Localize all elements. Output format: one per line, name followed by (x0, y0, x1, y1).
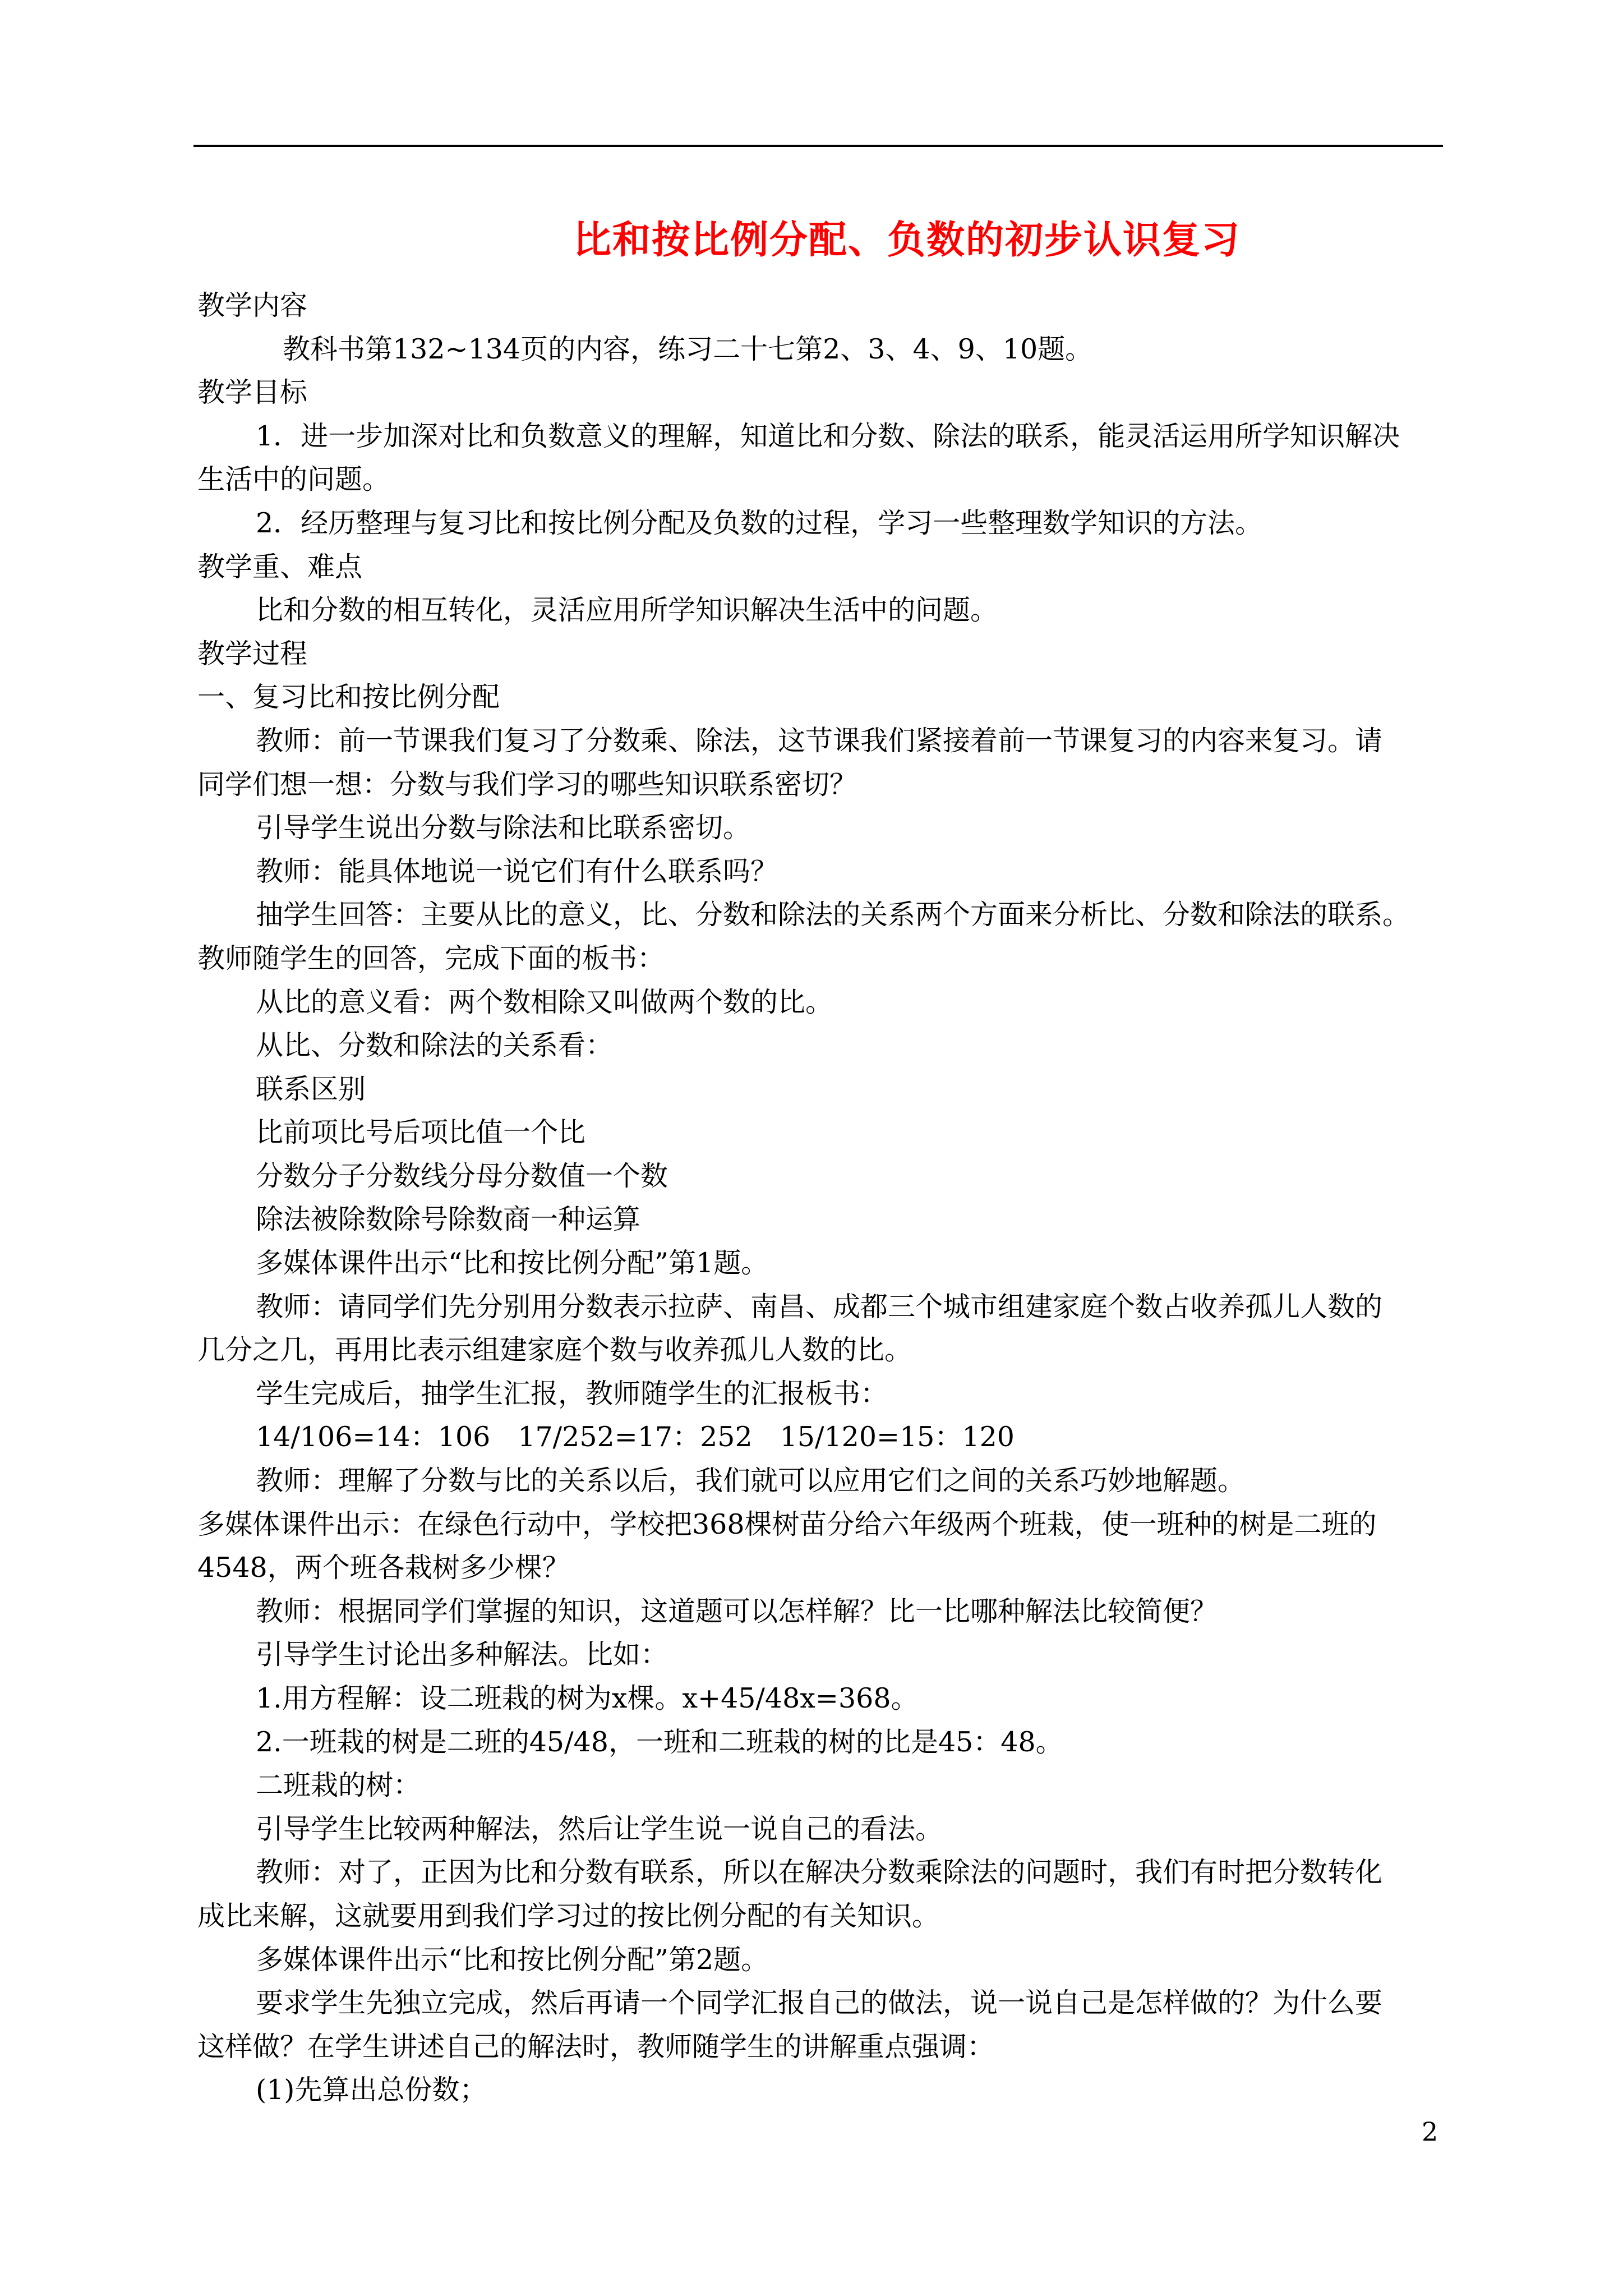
text-line: 教师：前一节课我们复习了分数乘、除法，这节课我们紧接着前一节课复习的内容来复习。请 (256, 724, 1383, 757)
text-line: 比前项比号后项比值一个比 (256, 1116, 586, 1149)
text-line: 引导学生讨论出多种解法。比如： (256, 1639, 668, 1671)
text-line: 1.用方程解：设二班栽的树为x棵。x+45/48x=368。 (256, 1682, 919, 1714)
text-line: 同学们想一想：分数与我们学习的哪些知识联系密切？ (197, 768, 857, 800)
text-line: 引导学生说出分数与除法和比联系密切。 (256, 812, 751, 844)
text-line: 教师：根据同学们掌握的知识，这道题可以怎样解？比一比哪种解法比较简便？ (256, 1595, 1218, 1627)
text-line: 几分之几，再用比表示组建家庭个数与收养孤儿人数的比。 (197, 1334, 912, 1366)
text-line: 教学过程 (197, 637, 308, 670)
text-line: 除法被除数除号除数商一种运算 (256, 1203, 641, 1236)
text-line: 学生完成后，抽学生汇报，教师随学生的汇报板书： (256, 1377, 888, 1410)
document-title: 比和按比例分配、负数的初步认识复习 (573, 218, 1241, 263)
text-line: 联系区别 (256, 1073, 366, 1105)
text-line: 教师：请同学们先分别用分数表示拉萨、南昌、成都三个城市组建家庭个数占收养孤儿人数的 (256, 1290, 1383, 1323)
text-line: 二班栽的树： (256, 1769, 421, 1802)
text-line: 引导学生比较两种解法，然后让学生说一说自己的看法。 (256, 1812, 943, 1845)
text-line: 分数分子分数线分母分数值一个数 (256, 1159, 668, 1192)
text-line: 一、复习比和按比例分配 (197, 681, 500, 714)
text-line: 抽学生回答：主要从比的意义，比、分数和除法的关系两个方面来分析比、分数和除法的联系。 (256, 899, 1410, 931)
text-line: 2.一班栽的树是二班的45/48，一班和二班栽的树的比是45：48。 (256, 1726, 1063, 1758)
text-line: 成比来解，这就要用到我们学习过的按比例分配的有关知识。 (197, 1899, 940, 1932)
text-line: 教学内容 (197, 289, 308, 321)
text-line: 比和分数的相互转化，灵活应用所学知识解决生活中的问题。 (256, 594, 998, 627)
text-line: 教科书第132~134页的内容，练习二十七第2、3、4、9、10题。 (283, 333, 1093, 365)
text-line: 教师：理解了分数与比的关系以后，我们就可以应用它们之间的关系巧妙地解题。 (256, 1465, 1246, 1497)
text-line: 14/106=14：106 17/252=17：252 15/120=15：120 (256, 1421, 1015, 1453)
text-line: 教师：对了，正因为比和分数有联系，所以在解决分数乘除法的问题时，我们有时把分数转化 (256, 1856, 1383, 1889)
text-line: 生活中的问题。 (197, 463, 390, 496)
text-line: 从比、分数和除法的关系看： (256, 1029, 614, 1062)
text-line: 这样做？在学生讲述自己的解法时，教师随学生的讲解重点强调： (197, 2030, 995, 2063)
text-line: 2．经历整理与复习比和按比例分配及负数的过程，学习一些整理数学知识的方法。 (256, 507, 1263, 539)
text-line: 多媒体课件出示“比和按比例分配”第2题。 (256, 1943, 769, 1976)
text-line: 多媒体课件出示：在绿色行动中，学校把368棵树苗分给六年级两个班栽，使一班种的树是二班的 (197, 1508, 1377, 1540)
page-number: 2 (1422, 2116, 1438, 2147)
text-line: 要求学生先独立完成，然后再请一个同学汇报自己的做法，说一说自己是怎样做的？为什么要 (256, 1987, 1383, 2019)
text-line: 教学目标 (197, 376, 308, 409)
text-line: 从比的意义看：两个数相除又叫做两个数的比。 (256, 986, 833, 1018)
header-rule (193, 145, 1443, 147)
text-line: (1)先算出总份数； (256, 2074, 487, 2106)
text-line: 教师随学生的回答，完成下面的板书： (197, 942, 665, 974)
document-body (197, 284, 1441, 2112)
text-line: 多媒体课件出示“比和按比例分配”第1题。 (256, 1247, 769, 1280)
text-line: 1．进一步加深对比和负数意义的理解，知道比和分数、除法的联系，能灵活运用所学知识解决 (256, 420, 1400, 452)
text-line: 教师：能具体地说一说它们有什么联系吗？ (256, 855, 778, 887)
text-line: 教学重、难点 (197, 550, 363, 583)
text-line: 4548，两个班各栽树多少棵？ (197, 1552, 570, 1584)
